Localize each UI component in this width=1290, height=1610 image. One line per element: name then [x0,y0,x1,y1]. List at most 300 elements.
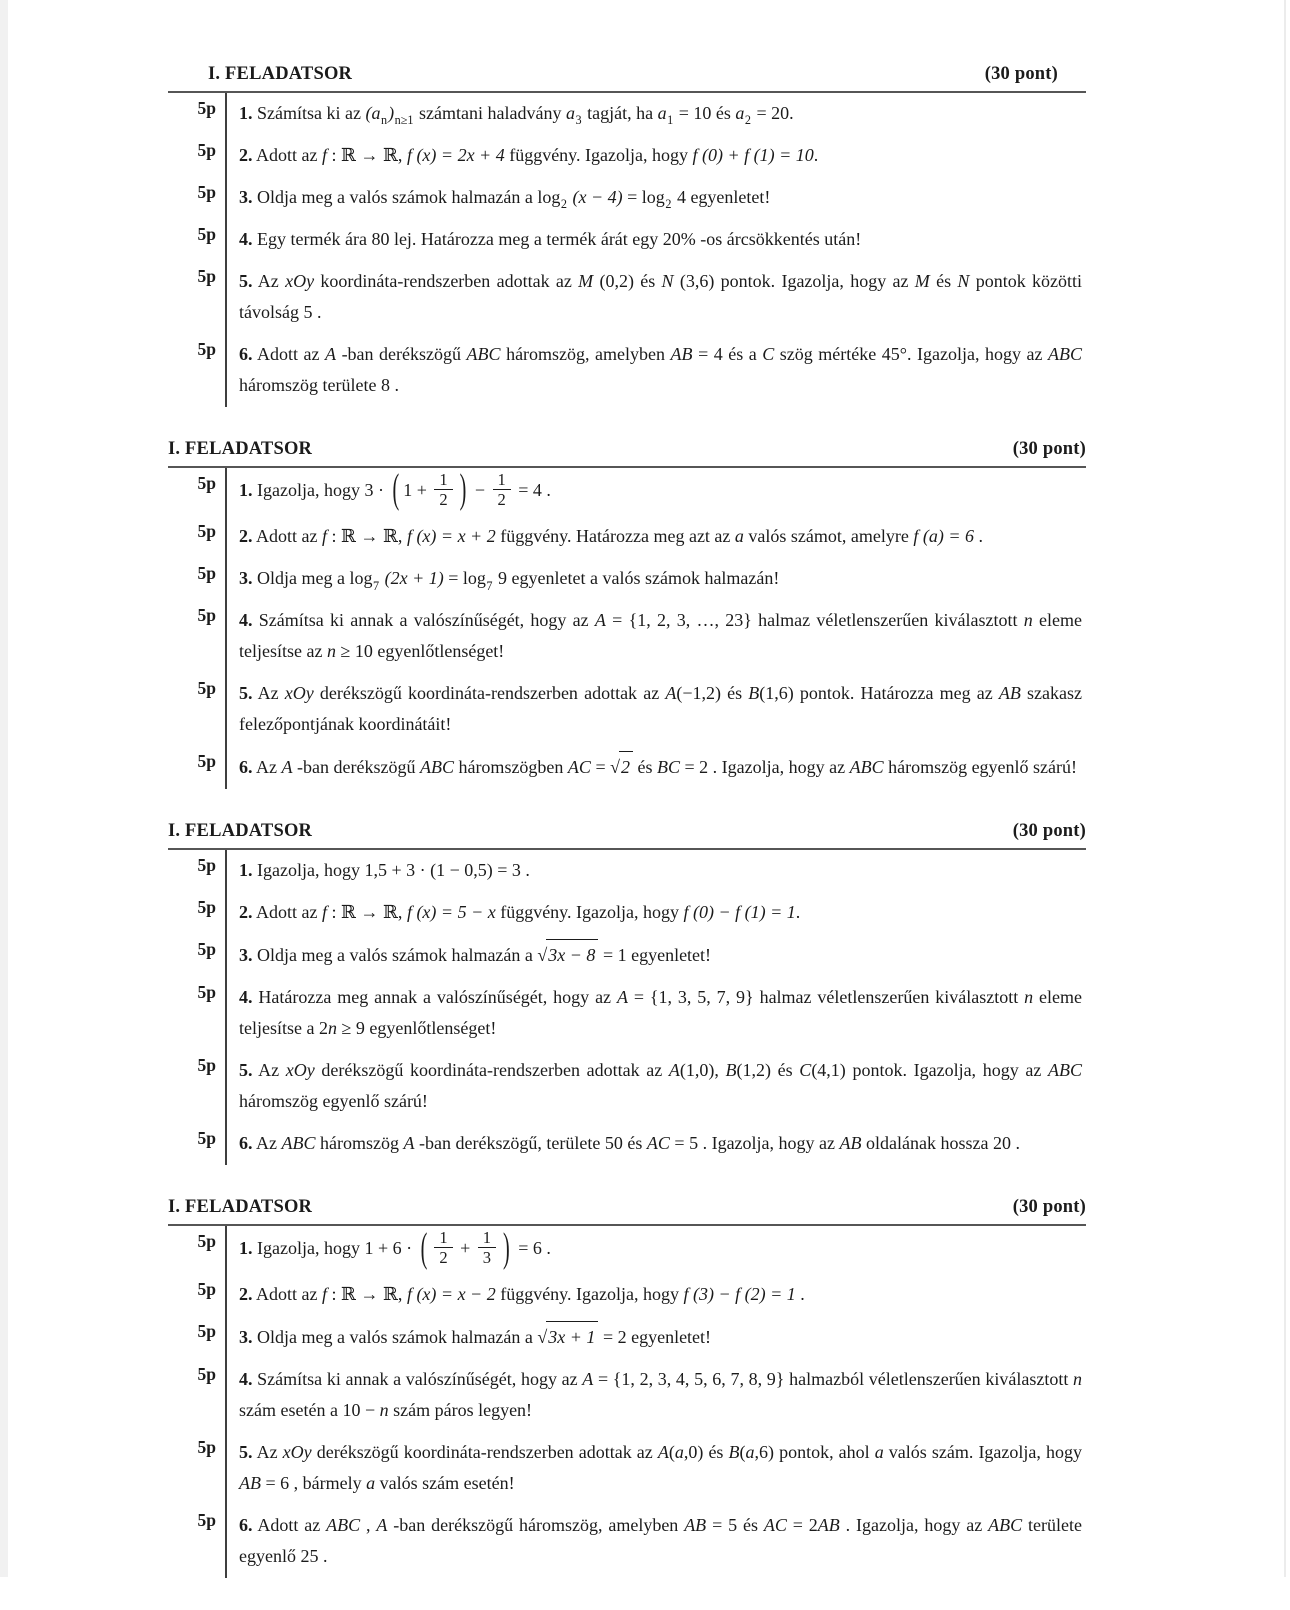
problems-table [168,1226,1086,1578]
math-run: n [1073,1369,1082,1390]
math-run: xOy [282,1442,312,1463]
text-run: ( [668,1442,675,1463]
math-run: ABC [326,1515,361,1536]
text-run: (1,0), [679,1059,726,1080]
text-run: Oldja meg a valós számok halmazán a [252,944,538,965]
problem-points-badge: 5p [197,751,216,772]
math-run: N [957,270,970,291]
section-header [168,64,1086,93]
problem-row [168,135,1086,177]
text-run: : ℝ → ℝ, [327,144,407,165]
math-run: BC [656,757,680,778]
text-run: Oldja meg a valós számok halmazán a log [252,186,561,207]
text-run: -ban derékszögű háromszög, amelyben [387,1515,685,1536]
math-run: A [325,343,337,364]
fraction-denominator: 3 [482,1248,492,1268]
square-root [537,939,598,971]
problem-points-badge: 5p [197,265,216,286]
text-run: függvény. Igazolja, hogy [495,902,684,923]
fraction [493,471,511,509]
math-run: a [657,103,667,123]
text-run: = 10 és [674,103,736,123]
problem-row [168,93,1086,135]
problem-points-badge: 5p [197,678,216,699]
math-run: B [748,683,760,704]
text-run: = 5 . Igazolja, hogy az [669,1132,840,1153]
problem-sets-container [168,64,1086,1578]
problem-number: 3. [239,186,253,207]
text-run: = 2 egyenletet! [598,1327,712,1348]
math-run: f [322,902,328,923]
fraction-denominator: 2 [439,490,448,510]
problem-points-badge: 5p [197,338,216,359]
problems-table [168,468,1086,789]
math-run: (2x + 1) [380,568,444,589]
subscript: 2 [744,113,752,128]
math-run: ABC [419,757,454,778]
math-run: a [674,1442,684,1463]
text-run: = 5 és [706,1515,764,1536]
math-run: f [322,526,328,547]
math-run: a [366,1473,376,1494]
section-header [168,1197,1086,1226]
text-run: háromszög [315,1132,404,1153]
section-title: I. FELADATSOR [168,821,313,842]
problem-row [168,1505,1086,1578]
math-run: B [725,1059,737,1080]
problem-row [168,600,1086,673]
text-run: szakasz felezőpontjának koordinátáit! [239,683,1082,735]
text-run: Az [252,1442,283,1463]
problem-number: 4. [239,228,253,249]
fraction-numerator: 1 [434,1229,452,1248]
text-run: tagját, ha [582,103,658,123]
fraction-numerator: 1 [434,471,452,490]
text-run: -ban derékszögű [292,757,420,778]
feladatsor-section-1 [168,64,1086,407]
math-run: B [728,1442,740,1463]
text-run: Adott az [252,526,322,547]
problem-row [168,1123,1086,1165]
problem-number: 6. [239,1132,253,1153]
text-run: területe egyenlő 25 . [239,1515,1082,1567]
problem-points-badge: 5p [197,855,216,876]
problem-number: 1. [239,479,253,500]
text-run: szög mértéke 45°. Igazolja, hogy az [774,343,1048,364]
section-points-total: (30 pont) [1012,821,1086,842]
problem-text [225,1226,1086,1275]
problem-text [225,892,1086,934]
text-run: derékszögű koordináta-rendszerben adottak az [314,1059,669,1080]
subscript: 7 [486,578,493,593]
math-run: n [326,641,336,662]
text-run: = log [622,186,665,207]
problem-text [225,1123,1086,1165]
math-run: a [566,103,575,123]
problem-points-badge: 5p [197,1364,216,1385]
math-run: ABC [1047,1059,1082,1080]
text-run: ( [739,1442,746,1463]
math-run: ABC [849,757,884,778]
text-run: = 6 , bármely [261,1473,367,1494]
text-run: háromszög egyenlő szárú! [239,1090,428,1111]
problem-number: 2. [239,902,253,923]
problem-points-badge: 5p [197,1127,216,1148]
text-run: valós szám. Igazolja, hogy [883,1442,1082,1463]
text-run: koordináta-rendszerben adottak az [314,270,579,291]
subscript: n≥1 [394,113,414,128]
math-run: f (0) + f (1) = 10 [692,144,814,165]
problem-row [168,1359,1086,1432]
math-run: a [874,1442,884,1463]
problem-points-badge: 5p [197,563,216,584]
math-run: A [665,683,677,704]
problems-table [168,93,1086,407]
section-title: I. FELADATSOR [168,438,313,459]
problem-points-badge: 5p [197,223,216,244]
math-run: f (x) = x + 2 [406,526,496,547]
problem-text [225,261,1086,334]
problem-points-badge: 5p [197,981,216,1002]
text-run: (4,1) pontok. Igazolja, hogy az [811,1059,1048,1080]
fraction-denominator: 2 [439,1248,448,1268]
problem-points-badge: 5p [197,521,216,542]
text-run: eleme teljesítse az [239,610,1082,662]
math-run: n [327,1017,337,1038]
math-run: AB [684,1515,707,1536]
section-title: I. FELADATSOR [168,1196,313,1217]
problem-number: 1. [239,103,253,123]
problem-row [168,261,1086,334]
text-run: 9 egyenletet a valós számok halmazán! [493,568,780,589]
text-run: ,0) és [683,1442,729,1463]
text-run: = 4 és a [692,343,763,364]
problem-points-badge: 5p [197,897,216,918]
problem-number: 5. [239,1442,253,1463]
problem-row [168,892,1086,934]
feladatsor-section-4 [168,1197,1086,1578]
text-run: = 2 . Igazolja, hogy az [680,757,850,778]
text-run: Az [252,757,282,778]
text-run: függvény. Igazolja, hogy [504,144,693,165]
problem-text [225,1274,1086,1316]
text-run: Adott az [252,1284,322,1305]
math-run: (x − 4) [568,186,623,207]
problem-number: 4. [239,610,253,631]
text-run: ,6) pontok, ahol [754,1442,875,1463]
problem-points-badge: 5p [197,139,216,160]
problem-row [168,1050,1086,1123]
section-header [168,821,1086,850]
subscript: 2 [560,197,568,212]
text-run: pontok közötti távolság 5 . [239,270,1082,322]
math-run: f (x) = x − 2 [406,1284,496,1305]
math-run: N [661,270,674,291]
math-run: a [735,103,745,123]
text-run: = log [443,568,486,589]
text-run: Adott az [252,1515,327,1536]
text-run: : ℝ → ℝ, [327,902,407,923]
text-run: . [795,902,801,923]
subscript: 3 [575,113,582,128]
problem-row [168,673,1086,746]
text-run: 1 + [403,479,432,500]
problem-number: 2. [239,144,253,165]
text-run: (3,6) pontok. Igazolja, hogy az [673,270,915,291]
text-run: Igazolja, hogy 1 + 6 · [252,1237,417,1258]
text-run: Egy termék ára 80 lej. Határozza meg a termék árát egy 20% -os árcsökkentés után! [252,228,862,249]
problem-number: 3. [239,1327,253,1348]
problem-text [225,177,1086,219]
problem-number: 5. [239,683,253,704]
math-run: A [582,1369,594,1390]
text-run: Oldja meg a valós számok halmazán a [252,1327,538,1348]
text-run: . [813,144,819,165]
problem-row [168,1274,1086,1316]
fraction-numerator: 1 [493,471,511,490]
text-run: és [929,270,958,291]
math-run: AB [817,1515,840,1536]
math-run: A [657,1442,669,1463]
radical-sign-icon: √ [537,944,548,965]
math-run: f (0) − f (1) = 1 [683,902,796,923]
problem-row [168,177,1086,219]
problem-points-badge: 5p [197,1230,216,1251]
fraction-denominator: 2 [497,490,506,510]
problem-number: 5. [239,270,253,291]
problem-text [225,1316,1086,1359]
problem-number: 3. [239,568,253,589]
problem-row [168,934,1086,977]
radicand: 3x − 8 [546,939,598,971]
problem-text [225,1050,1086,1123]
text-run: háromszög, amelyben [500,343,671,364]
square-root [610,751,633,783]
problem-points-badge: 5p [197,1321,216,1342]
problem-text [225,934,1086,977]
math-run: a [745,1442,755,1463]
text-run: . [974,526,983,547]
math-run: M [914,270,930,291]
problem-number: 1. [239,1237,253,1258]
math-run: C [762,343,775,364]
text-run: függvény. Igazolja, hogy [495,1284,684,1305]
fraction-numerator: 1 [478,1229,496,1248]
text-run: függvény. Határozza meg azt az [495,526,735,547]
text-run: Adott az [252,343,326,364]
text-run: = [590,757,611,778]
math-run: AB [670,343,693,364]
subscript: 2 [665,197,672,212]
math-run: C [799,1059,812,1080]
problem-points-badge: 5p [197,1279,216,1300]
feladatsor-section-3 [168,821,1086,1165]
text-run: eleme teljesítse a 2 [239,986,1082,1038]
scan-right-edge-shadow [1284,0,1286,1577]
scan-left-edge-shadow [0,0,8,1577]
math-run: f (3) − f (2) = 1 [683,1284,796,1305]
section-header [168,439,1086,468]
math-run: f [322,144,328,165]
radical-sign-icon: √ [610,757,620,778]
problem-points-badge: 5p [197,98,216,118]
text-run: : ℝ → ℝ, [327,526,407,547]
big-parenthesis: ( [392,467,400,513]
text-run: szám esetén a 10 − [239,1400,380,1421]
text-run: oldalának hossza 20 . [861,1132,1020,1153]
radicand: 2 [619,751,633,783]
math-run: AC [646,1132,670,1153]
subscript: 1 [667,113,674,128]
text-run: háromszög egyenlő szárú! [883,757,1078,778]
problem-text [225,850,1086,892]
text-run: valós számot, amelyre [743,526,914,547]
text-run: Adott az [252,902,322,923]
math-run: A [281,757,293,778]
text-run: szám páros legyen! [388,1400,533,1421]
problem-points-badge: 5p [197,1437,216,1458]
problem-points-badge: 5p [197,181,216,202]
problem-row [168,1226,1086,1275]
problem-row [168,977,1086,1050]
section-points-total: (30 pont) [1012,1196,1086,1217]
math-run: f (a) = 6 [913,526,974,547]
text-run: (−1,2) és [676,683,749,704]
math-run: f (x) = 5 − x [406,902,496,923]
problem-points-badge: 5p [197,938,216,959]
problem-row [168,219,1086,261]
problem-text [225,1505,1086,1578]
math-run: n [379,1400,389,1421]
problem-number: 4. [239,986,253,1007]
problem-number: 2. [239,1284,253,1305]
math-run: ABC [1048,343,1082,364]
problem-text [225,673,1086,746]
problem-number: 6. [239,1515,253,1536]
text-run: háromszög területe 8 . [239,374,399,395]
problem-row [168,516,1086,558]
text-run: + [455,1237,475,1258]
problem-text [225,219,1086,261]
feladatsor-section-2 [168,439,1086,789]
problem-row [168,1432,1086,1505]
text-run: számtani haladvány [414,103,566,123]
problem-number: 6. [239,757,253,778]
text-run: derékszögű koordináta-rendszerben adottak az [311,1442,658,1463]
text-run: = {1, 3, 5, 7, 9} halmaz véletlenszerűen kiválasztott [627,986,1025,1007]
text-run: Számítsa ki az [252,103,366,123]
math-run: ABC [988,1515,1023,1536]
text-run: = 6 . [513,1237,551,1258]
document-page [168,64,1086,1610]
text-run: Igazolja, hogy 1,5 + 3 · (1 − 0,5) = 3 . [252,860,530,881]
subscript: 7 [372,578,380,593]
problem-number: 1. [239,860,253,881]
math-run: AB [998,683,1021,704]
problem-row [168,1316,1086,1359]
text-run: Oldja meg a log [252,568,373,589]
big-parenthesis: ) [459,467,467,513]
text-run: háromszögben [453,757,568,778]
text-run: és [632,757,657,778]
text-run: . Igazolja, hogy az [839,1515,989,1536]
problem-row [168,746,1086,789]
math-run: AB [239,1473,261,1494]
problem-row [168,558,1086,600]
text-run: Határozza meg annak a valószínűségét, hogy az [252,986,617,1007]
math-run: f [322,1284,328,1305]
section-title: I. FELADATSOR [208,64,353,84]
text-run: Az [252,683,285,704]
text-run: = 1 egyenletet! [598,944,712,965]
text-run: . [795,1284,805,1305]
square-root [537,1321,598,1353]
problem-number: 6. [239,343,253,364]
text-run: Az [252,1059,286,1080]
problem-text [225,468,1086,517]
math-run: AC [763,1515,787,1536]
radicand: 3x + 1 [546,1321,598,1353]
text-run: 4 egyenletet! [672,186,771,207]
problem-points-badge: 5p [197,1054,216,1075]
text-run: -ban derékszögű [336,343,467,364]
text-run: Adott az [252,144,322,165]
text-run: = 4 . [513,479,551,500]
text-run: ≥ 9 egyenlőtlenséget! [336,1017,497,1038]
problem-points-badge: 5p [197,605,216,626]
text-run: (1,6) pontok. Határozza meg az [759,683,999,704]
problem-text [225,93,1086,135]
text-run: valós szám esetén! [375,1473,515,1494]
problem-text [225,334,1086,407]
text-run: − [470,479,490,500]
math-run: xOy [285,270,315,291]
problem-row [168,334,1086,407]
math-run: A [594,610,606,631]
problem-text [225,558,1086,600]
math-run: AC [567,757,591,778]
text-run: = {1, 2, 3, …, 23} halmaz véletlenszerűen kiválasztott [605,610,1024,631]
math-run: ) [388,103,395,123]
math-run: A [376,1515,388,1536]
problem-number: 3. [239,944,253,965]
problem-number: 4. [239,1369,253,1390]
problems-table [168,850,1086,1165]
text-run: : ℝ → ℝ, [327,1284,407,1305]
math-run: xOy [284,683,314,704]
text-run: ≥ 10 egyenlőtlenséget! [335,641,505,662]
math-run: ABC [281,1132,316,1153]
text-run: = 2 [786,1515,818,1536]
math-run: A [403,1132,415,1153]
fraction [478,1229,496,1267]
math-run: A [668,1059,680,1080]
text-run: Az [252,1132,282,1153]
math-run: A [616,986,628,1007]
text-run: Számítsa ki annak a valószínűségét, hogy az [252,610,595,631]
problem-points-badge: 5p [197,1510,216,1531]
problem-row [168,850,1086,892]
problem-text [225,600,1086,673]
text-run: , [360,1515,377,1536]
section-points-total: (30 pont) [984,64,1058,84]
text-run: derékszögű koordináta-rendszerben adottak az [313,683,666,704]
problem-points-badge: 5p [197,472,216,493]
problem-row [168,468,1086,517]
math-run: AB [839,1132,862,1153]
text-run: Igazolja, hogy 3 · [252,479,389,500]
math-run: (a [365,103,381,123]
